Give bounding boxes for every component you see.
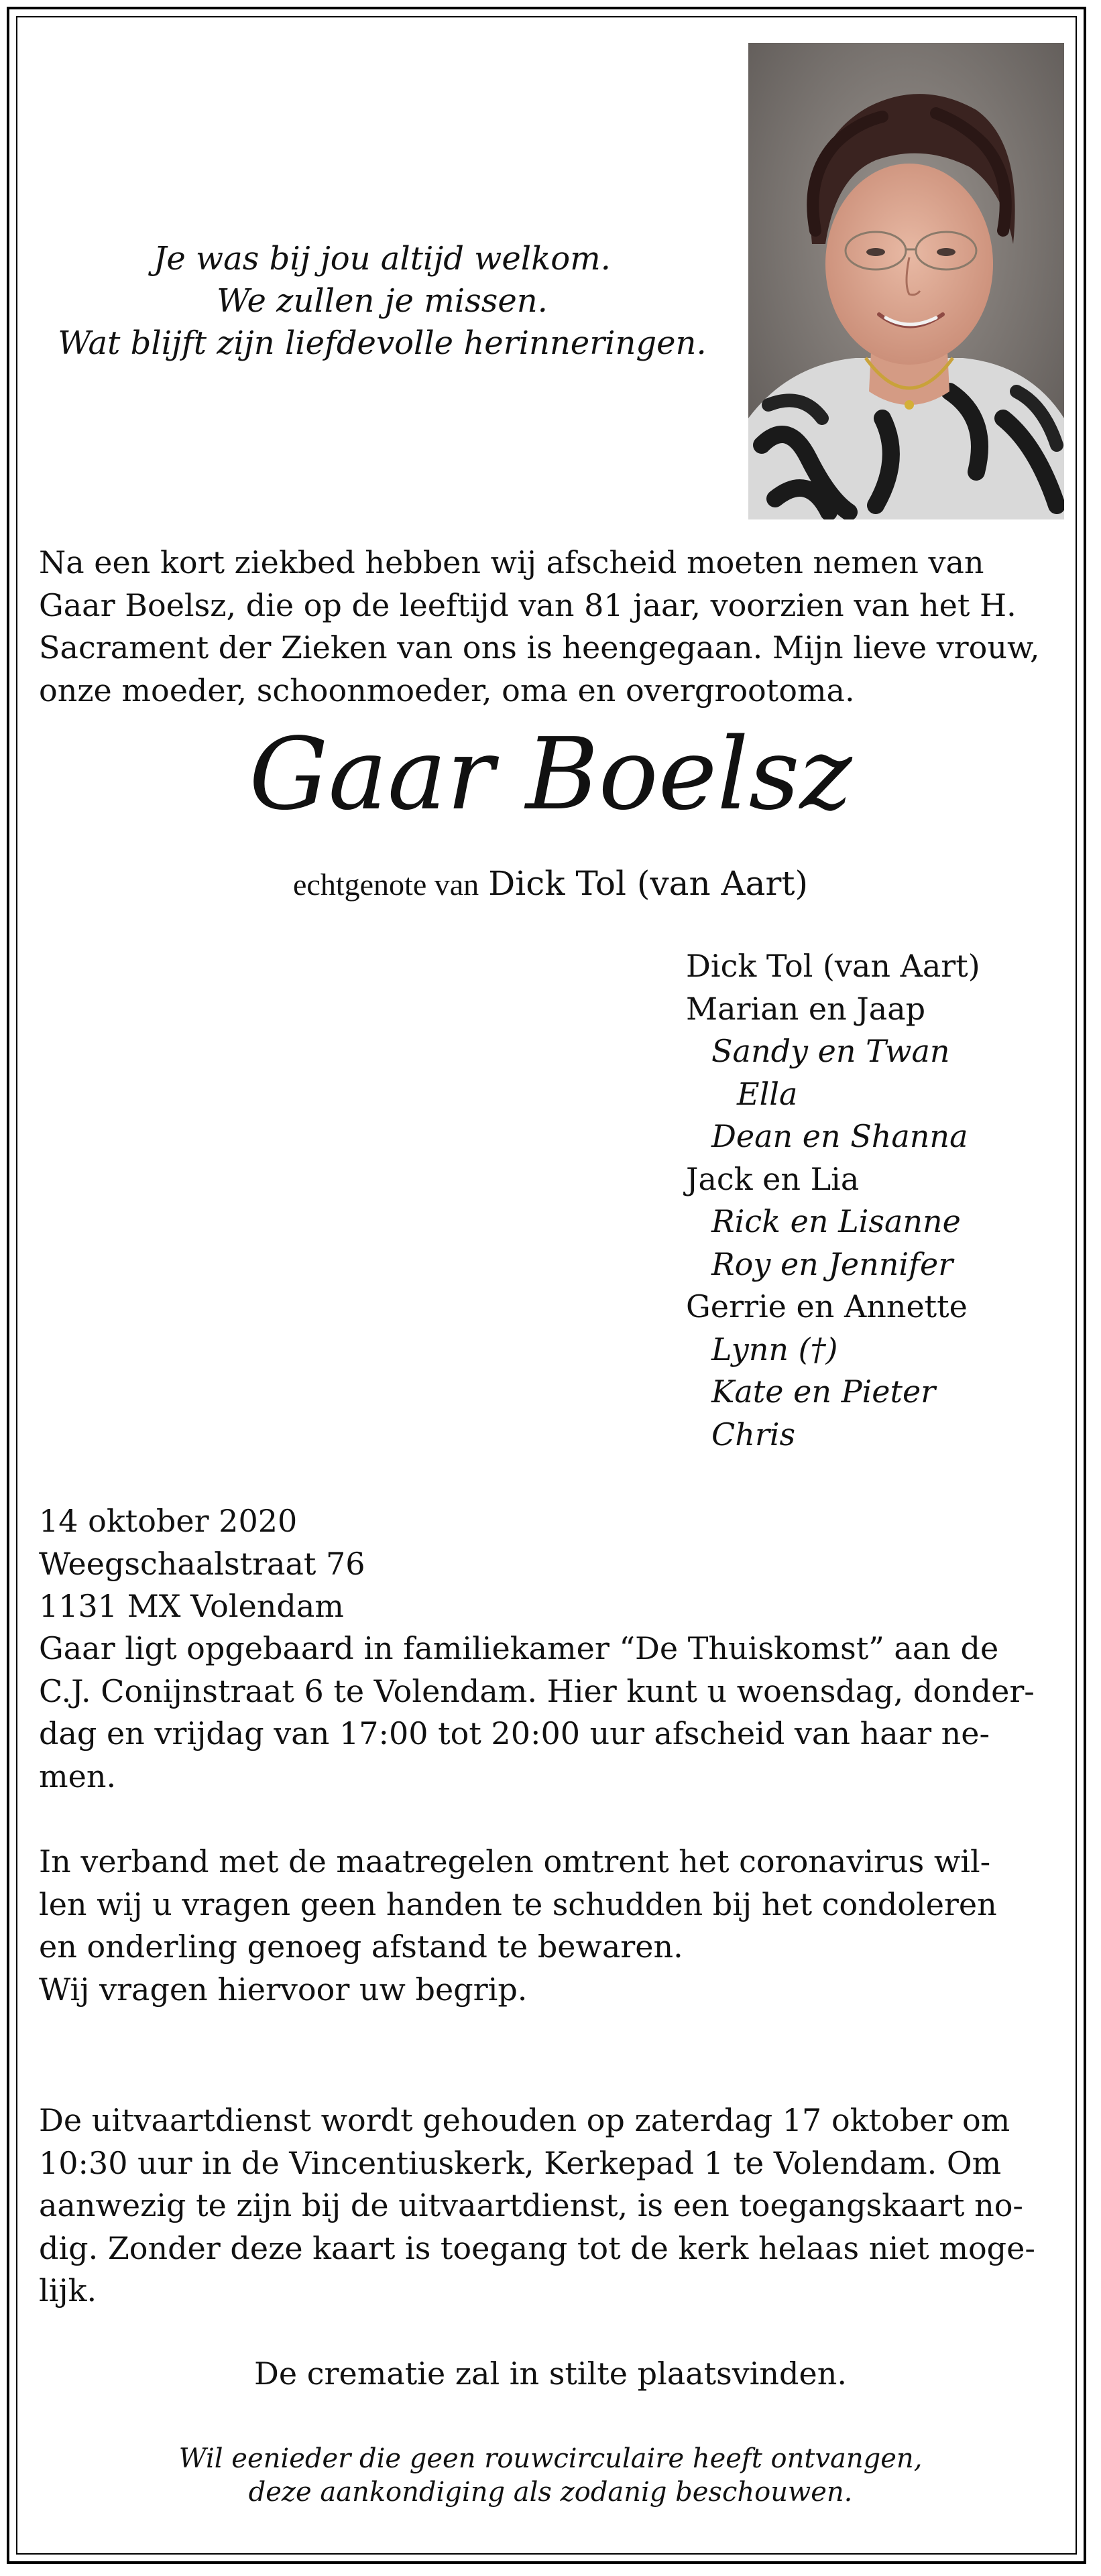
viewing-line: C.J. Conijnstraat 6 te Volendam. Hier kunt u woensdag, donder- <box>39 1672 1035 1709</box>
family-member: Gerrie en Annette <box>686 1288 968 1325</box>
viewing-line: men. <box>39 1758 117 1794</box>
intro-paragraph <box>39 542 1062 712</box>
address-line: Weegschaalstraat 76 <box>39 1545 365 1582</box>
viewing-paragraph <box>39 1628 1062 1798</box>
corona-line: len wij u vragen geen handen te schudden bij het condoleren <box>39 1886 997 1922</box>
service-line: De uitvaartdienst wordt gehouden op zaterdag 17 oktober om <box>39 2102 1010 2138</box>
intro-line: Gaar Boelsz, die op de leeftijd van 81 jaar, voorzien van het H. <box>39 587 1017 623</box>
intro-line: onze moeder, schoonmoeder, oma en overgrootoma. <box>39 672 855 709</box>
closing-note <box>0 2442 1101 2509</box>
cremation-note: De crematie zal in stilte plaatsvinden. <box>254 2355 847 2392</box>
service-paragraph <box>39 2099 1062 2313</box>
family-member: Marian en Jaap <box>686 990 926 1027</box>
service-line: 10:30 uur in de Vincentiuskerk, Kerkepad 1 te Volendam. Om <box>39 2144 1002 2181</box>
poem-line: Wat blijft zijn liefdevolle herinneringen. <box>58 324 707 362</box>
closing-line: Wil eenieder die geen rouwcirculaire heeft ontvangen, <box>178 2443 923 2474</box>
family-member: Rick en Lisanne <box>711 1203 961 1239</box>
family-member: Ella <box>737 1075 798 1112</box>
address-line: 1131 MX Volendam <box>39 1588 344 1624</box>
corona-line: en onderling genoeg afstand te bewaren. <box>39 1928 683 1965</box>
spouse-line <box>0 861 1101 908</box>
family-member: Chris <box>711 1416 796 1453</box>
poem-line: We zullen je missen. <box>217 282 548 320</box>
intro-line: Sacrament der Zieken van ons is heengegaan. Mijn lieve vrouw, <box>39 629 1040 666</box>
family-member: Lynn (†) <box>711 1331 838 1367</box>
corona-line: In verband met de maatregelen omtrent het coronavirus wil- <box>39 1843 991 1880</box>
intro-line: Na een kort ziekbed hebben wij afscheid moeten nemen van <box>39 544 984 580</box>
viewing-line: dag en vrijdag van 17:00 tot 20:00 uur afscheid van haar ne- <box>39 1715 990 1752</box>
portrait-photo <box>748 43 1064 519</box>
family-member: Jack en Lia <box>686 1160 860 1197</box>
closing-line: deze aankondiging als zodanig beschouwen. <box>248 2477 853 2508</box>
family-member: Kate en Pieter <box>711 1373 936 1410</box>
viewing-line: Gaar ligt opgebaard in familiekamer “De Thuiskomst” aan de <box>39 1630 999 1666</box>
service-line: dig. Zonder deze kaart is toegang tot de kerk helaas niet moge- <box>39 2229 1035 2266</box>
family-member: Dick Tol (van Aart) <box>686 948 980 984</box>
family-member: Roy en Jennifer <box>711 1245 953 1282</box>
corona-paragraph <box>39 1841 1062 2011</box>
family-member: Dean en Shanna <box>711 1118 968 1154</box>
spouse-name: Dick Tol (van Aart) <box>488 864 808 903</box>
poem-line: Je was bij jou altijd welkom. <box>154 240 611 278</box>
family-member: Sandy en Twan <box>711 1033 950 1069</box>
deceased-name: Gaar Boelsz <box>249 717 852 832</box>
date-address <box>39 1500 1062 1628</box>
address-line: 14 oktober 2020 <box>39 1503 298 1539</box>
portrait-icon <box>748 43 1064 519</box>
spouse-prefix: echtgenote van <box>293 867 479 902</box>
family-list <box>686 945 980 1456</box>
corona-line: Wij vragen hiervoor uw begrip. <box>39 1971 528 2008</box>
service-line: aanwezig te zijn bij de uitvaartdienst, is een toegangskaart no- <box>39 2187 1023 2223</box>
service-line: lijk. <box>39 2272 97 2309</box>
poem <box>40 238 724 365</box>
